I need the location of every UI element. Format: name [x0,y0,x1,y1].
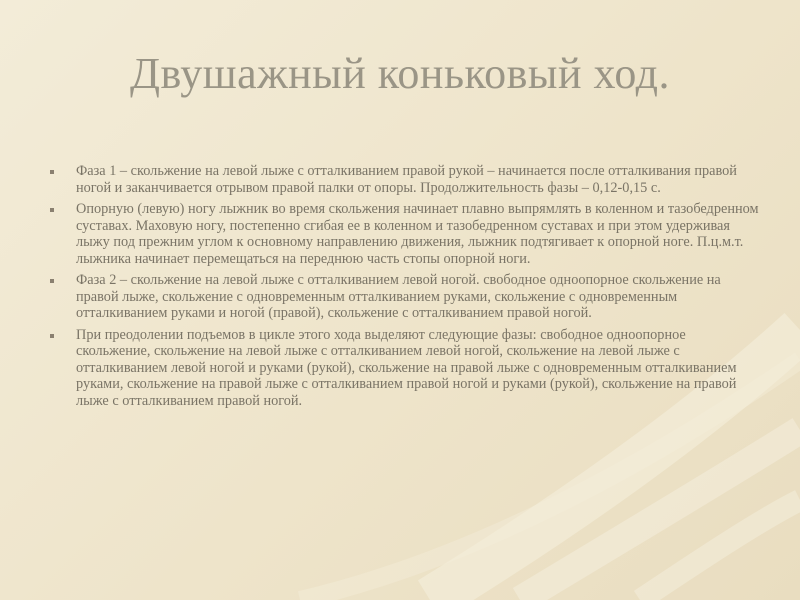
bullet-text: Фаза 1 – скольжение на левой лыже с отталкиванием правой рукой – начинается после отталкивания правой ногой и заканчивается отрывом правой палки от опоры. Продолжительность фазы – 0,12-0,15 с. [76,163,737,196]
list-item [50,272,762,322]
square-bullet-icon [50,334,54,338]
bullet-text: Фаза 2 – скольжение на левой лыже с отталкиванием левой ногой. свободное одноопорное скольжение на правой лыже, скольжение с одновременным отталкиванием руками, скольжение с одновременным отталкиванием руками и ногой (правой), скольжение с отталкиванием правой ногой. [76,272,721,321]
slide-title: Двушажный коньковый ход. [130,49,670,98]
square-bullet-icon [50,279,54,283]
bullet-text: Опорную (левую) ногу лыжник во время скольжения начинает плавно выпрямлять в коленном и тазобедренном суставах. Маховую ногу, постепенно сгибая ее в коленном и тазобедренном суставах и при этом удерживая лыжу под прежним углом к основному направлению движения, лыжник подтягивает к опорной ноге. П.ц.м.т. лыжника начинает перемещаться на переднюю часть стопы опорной ноги. [76,201,759,267]
list-item [50,201,762,267]
list-item [50,327,762,410]
list-item [50,163,762,196]
bullet-list [50,163,762,414]
bullet-text: При преодолении подъемов в цикле этого хода выделяют следующие фазы: свободное одноопорное скольжение, скольжение на левой лыже с отталкиванием левой ногой, скольжение на левой лыже с отталкиванием левой ногой и руками (рукой), скольжение на правой лыже с одновременным отталкиванием руками, скольжение на правой лыже с отталкиванием правой ногой и руками (рукой), скольжение на правой лыже с отталкиванием правой ногой. [76,326,737,409]
square-bullet-icon [50,208,54,212]
square-bullet-icon [50,170,54,174]
